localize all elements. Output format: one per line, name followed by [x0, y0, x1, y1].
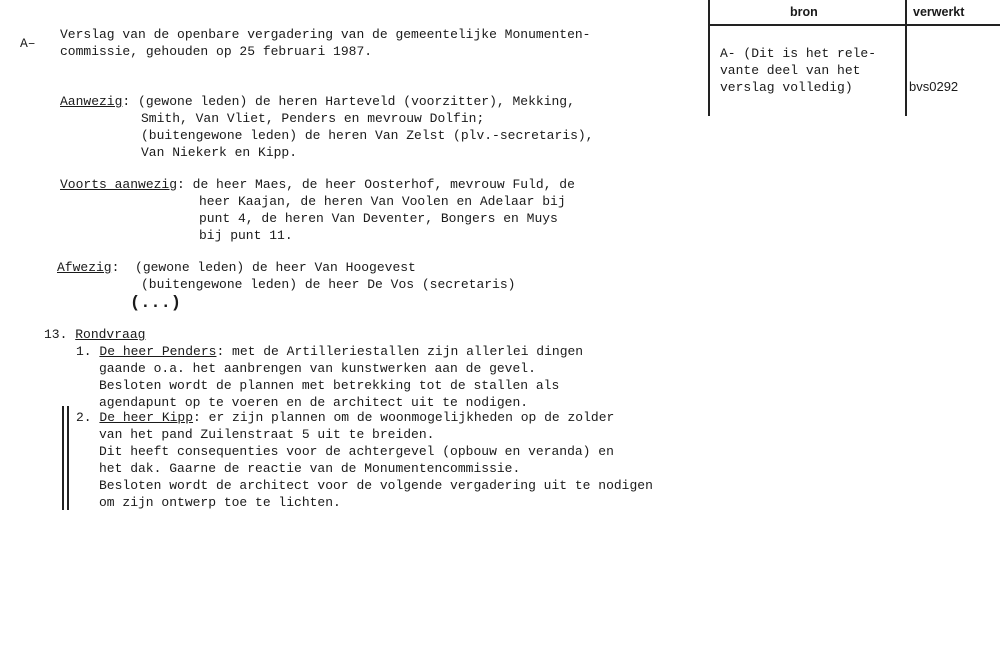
omission-ellipsis: (...): [130, 294, 182, 313]
afwezig-line-1: (gewone leden) de heer Van Hoogevest: [135, 260, 416, 275]
revision-bar-outer: [62, 406, 64, 510]
table-header-divider: [708, 24, 1000, 26]
heading-line-1: Verslag van de openbare vergadering van de gemeentelijke Monumenten-: [60, 27, 591, 42]
table-bron-line-2: vante deel van het: [720, 63, 861, 78]
item-1-line-3: Besloten wordt de plannen met betrekking tot de stallen als: [99, 378, 560, 393]
table-left-border: [708, 0, 710, 116]
voorts-label-line: Voorts aanwezig: de heer Maes, de heer Oosterhof, mevrouw Fuld, de: [60, 177, 575, 192]
table-bron-line-1: A- (Dit is het rele-: [720, 46, 877, 61]
voorts-line-1: de heer Maes, de heer Oosterhof, mevrouw Fuld, de: [192, 177, 575, 192]
item-2-line-2: van het pand Zuilenstraat 5 uit te breiden.: [99, 427, 435, 442]
item-2-line-6: om zijn ontwerp toe te lichten.: [99, 495, 341, 510]
afwezig-line-2: (buitengewone leden) de heer De Vos (secretaris): [141, 277, 516, 292]
table-header-verwerkt: verwerkt: [913, 5, 965, 19]
revision-bar-inner: [67, 406, 69, 510]
aanwezig-line-3: (buitengewone leden) de heren Van Zelst (plv.-secretaris),: [141, 128, 594, 143]
voorts-label: Voorts aanwezig: [60, 177, 178, 192]
item-2-text-1: : er zijn plannen om de woonmogelijkheden op de zolder: [193, 410, 615, 425]
item-1-line-2: gaande o.a. het aanbrengen van kunstwerken aan de gevel.: [99, 361, 536, 376]
section-title: Rondvraag: [75, 327, 146, 342]
voorts-line-3: punt 4, de heren Van Deventer, Bongers en Muys: [199, 211, 558, 226]
table-header-bron: bron: [790, 5, 818, 19]
item-2-line-3: Dit heeft consequenties voor de achtergevel (opbouw en veranda) en: [99, 444, 614, 459]
margin-marker: A–: [20, 36, 36, 51]
section-heading: [44, 326, 145, 343]
table-verwerkt-value: bvs0292: [909, 79, 959, 94]
item-1-number: 1.: [76, 344, 92, 359]
aanwezig-label-line: Aanwezig: (gewone leden) de heren Harteveld (voorzitter), Mekking,: [60, 94, 575, 109]
aanwezig-line-1: (gewone leden) de heren Harteveld (voorzitter), Mekking,: [138, 94, 575, 109]
item-2-speaker: De heer Kipp: [99, 410, 194, 425]
heading-line-2: commissie, gehouden op 25 februari 1987.: [60, 44, 373, 59]
afwezig-label: Afwezig: [57, 260, 112, 275]
aanwezig-label: Aanwezig: [60, 94, 123, 109]
table-column-divider: [905, 0, 907, 116]
item-2-number: 2.: [76, 410, 92, 425]
voorts-line-2: heer Kaajan, de heren Van Voolen en Adelaar bij: [199, 194, 566, 209]
item-1-text-1: : met de Artilleriestallen zijn allerlei dingen: [216, 344, 584, 359]
section-number: 13.: [44, 327, 68, 342]
item-2-line-4: het dak. Gaarne de reactie van de Monumentencommissie.: [99, 461, 521, 476]
item-1-speaker: De heer Penders: [99, 344, 217, 359]
item-1-line-4: agendapunt op te voeren en de architect uit te nodigen.: [99, 395, 529, 410]
table-bron-line-3: verslag volledig): [720, 80, 853, 95]
item-2-line-1: [76, 409, 614, 426]
item-1-line-1: [76, 343, 583, 360]
aanwezig-line-4: Van Niekerk en Kipp.: [141, 145, 298, 160]
item-2-line-5: Besloten wordt de architect voor de volgende vergadering uit te nodigen: [99, 478, 653, 493]
afwezig-label-line: Afwezig: (gewone leden) de heer Van Hoogevest: [57, 260, 416, 275]
voorts-line-4: bij punt 11.: [199, 228, 293, 243]
aanwezig-line-2: Smith, Van Vliet, Penders en mevrouw Dolfin;: [141, 111, 485, 126]
